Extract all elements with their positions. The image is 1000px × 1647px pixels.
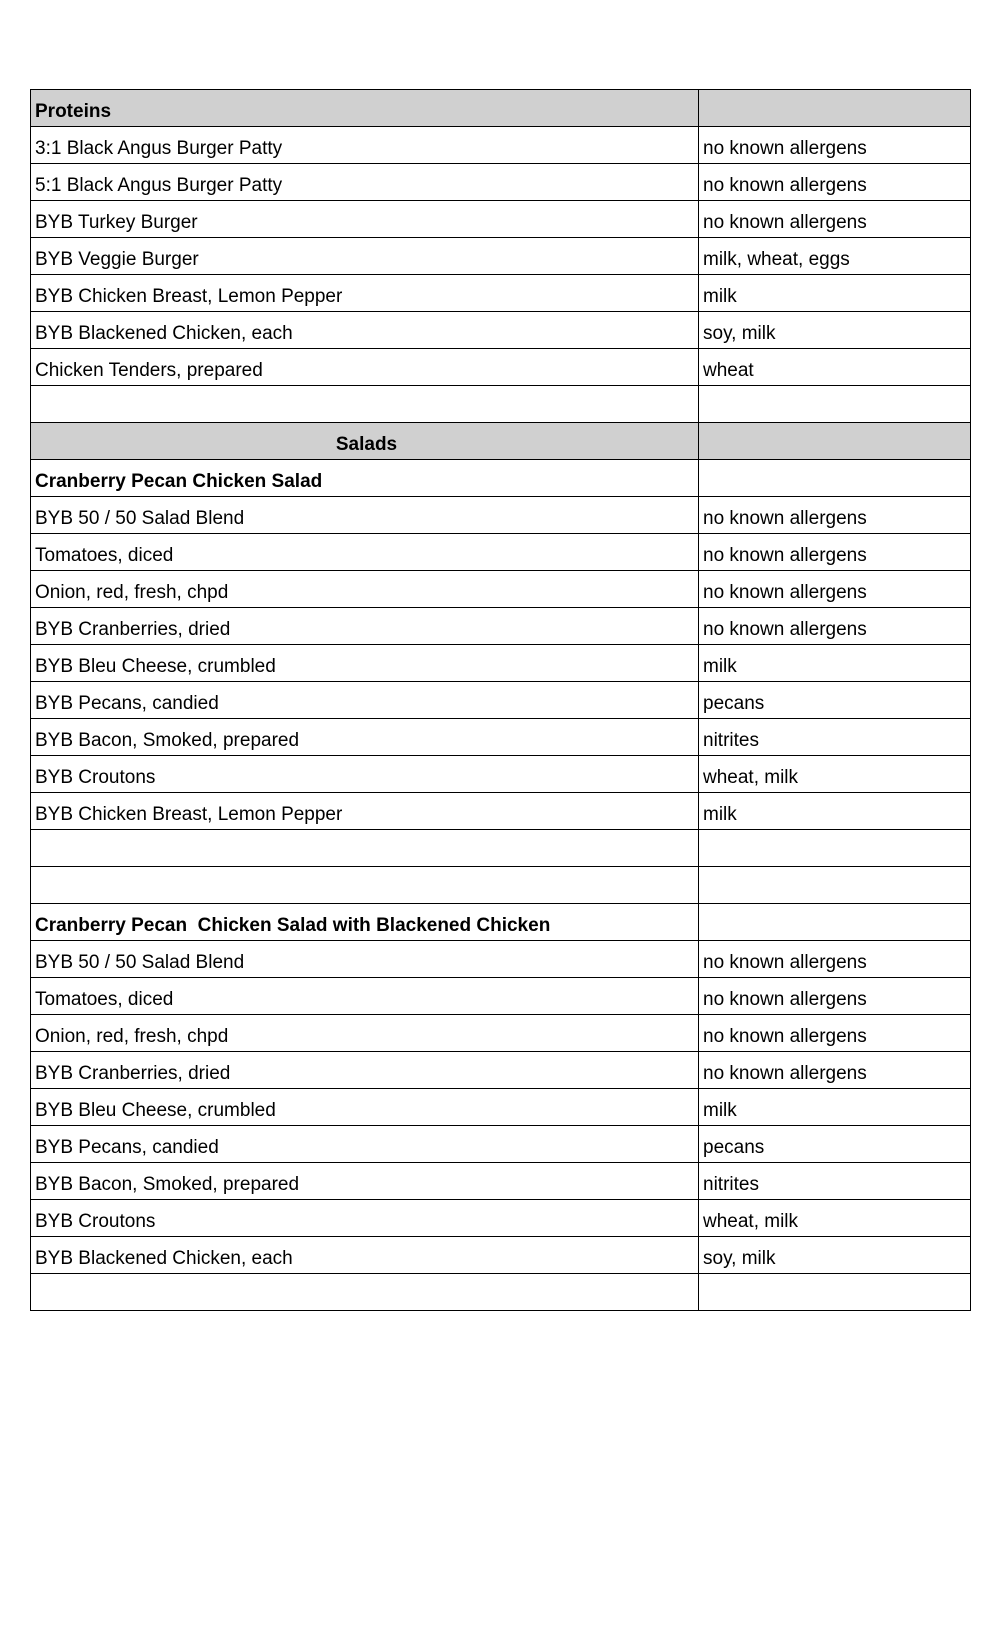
table-row bbox=[31, 719, 971, 756]
table-row bbox=[31, 164, 971, 201]
item-allergens: no known allergens bbox=[699, 941, 971, 978]
item-name: BYB Pecans, candied bbox=[31, 1126, 699, 1163]
item-allergens: milk bbox=[699, 1089, 971, 1126]
table-row bbox=[31, 1237, 971, 1274]
item-name: Onion, red, fresh, chpd bbox=[31, 571, 699, 608]
item-name: 3:1 Black Angus Burger Patty bbox=[31, 127, 699, 164]
table-row bbox=[31, 941, 971, 978]
item-allergens: wheat bbox=[699, 349, 971, 386]
section-title: Proteins bbox=[31, 90, 699, 127]
item-name: BYB Veggie Burger bbox=[31, 238, 699, 275]
table-row bbox=[31, 1200, 971, 1237]
table-row bbox=[31, 978, 971, 1015]
item-name: BYB 50 / 50 Salad Blend bbox=[31, 941, 699, 978]
section-title: Salads bbox=[31, 423, 699, 460]
empty-row bbox=[31, 1274, 971, 1311]
item-allergens: pecans bbox=[699, 1126, 971, 1163]
section-header-blank bbox=[699, 423, 971, 460]
item-name: BYB Cranberries, dried bbox=[31, 608, 699, 645]
item-allergens: nitrites bbox=[699, 1163, 971, 1200]
item-allergens: milk bbox=[699, 645, 971, 682]
item-name: BYB Croutons bbox=[31, 756, 699, 793]
item-allergens: milk, wheat, eggs bbox=[699, 238, 971, 275]
table-row bbox=[31, 571, 971, 608]
salad-title-row bbox=[31, 460, 971, 497]
table-row bbox=[31, 608, 971, 645]
table-row bbox=[31, 201, 971, 238]
empty-row bbox=[31, 867, 971, 904]
item-name: Onion, red, fresh, chpd bbox=[31, 1015, 699, 1052]
item-allergens: no known allergens bbox=[699, 571, 971, 608]
item-allergens: wheat, milk bbox=[699, 1200, 971, 1237]
empty-row bbox=[31, 386, 971, 423]
item-allergens: no known allergens bbox=[699, 608, 971, 645]
item-name: BYB Bacon, Smoked, prepared bbox=[31, 719, 699, 756]
table-row bbox=[31, 756, 971, 793]
table-row bbox=[31, 1126, 971, 1163]
section-header-blank bbox=[699, 90, 971, 127]
item-allergens: nitrites bbox=[699, 719, 971, 756]
item-name: BYB Pecans, candied bbox=[31, 682, 699, 719]
table-row bbox=[31, 793, 971, 830]
table-row bbox=[31, 275, 971, 312]
table-row bbox=[31, 1015, 971, 1052]
item-allergens: no known allergens bbox=[699, 201, 971, 238]
salad-title: Cranberry Pecan Chicken Salad bbox=[31, 460, 699, 497]
item-name: BYB Cranberries, dried bbox=[31, 1052, 699, 1089]
item-name: BYB Bacon, Smoked, prepared bbox=[31, 1163, 699, 1200]
item-name: BYB 50 / 50 Salad Blend bbox=[31, 497, 699, 534]
salad-title: Cranberry Pecan Chicken Salad with Blackened Chicken bbox=[31, 904, 699, 941]
item-allergens: soy, milk bbox=[699, 312, 971, 349]
item-name: Tomatoes, diced bbox=[31, 978, 699, 1015]
item-allergens: no known allergens bbox=[699, 534, 971, 571]
section-header-proteins bbox=[31, 90, 971, 127]
item-allergens: no known allergens bbox=[699, 978, 971, 1015]
item-name: BYB Blackened Chicken, each bbox=[31, 312, 699, 349]
item-allergens: wheat, milk bbox=[699, 756, 971, 793]
item-allergens: no known allergens bbox=[699, 127, 971, 164]
item-allergens: no known allergens bbox=[699, 1052, 971, 1089]
item-name: BYB Bleu Cheese, crumbled bbox=[31, 1089, 699, 1126]
table-row bbox=[31, 349, 971, 386]
item-allergens: no known allergens bbox=[699, 1015, 971, 1052]
table-row bbox=[31, 534, 971, 571]
item-name: 5:1 Black Angus Burger Patty bbox=[31, 164, 699, 201]
table-row bbox=[31, 645, 971, 682]
table-row bbox=[31, 238, 971, 275]
item-name: BYB Chicken Breast, Lemon Pepper bbox=[31, 275, 699, 312]
table-row bbox=[31, 1052, 971, 1089]
item-name: BYB Bleu Cheese, crumbled bbox=[31, 645, 699, 682]
item-name: Tomatoes, diced bbox=[31, 534, 699, 571]
item-name: BYB Blackened Chicken, each bbox=[31, 1237, 699, 1274]
table-row bbox=[31, 682, 971, 719]
table-row bbox=[31, 312, 971, 349]
item-name: BYB Turkey Burger bbox=[31, 201, 699, 238]
item-name: BYB Croutons bbox=[31, 1200, 699, 1237]
item-allergens: soy, milk bbox=[699, 1237, 971, 1274]
salad-title-row bbox=[31, 904, 971, 941]
table-row bbox=[31, 497, 971, 534]
item-allergens: no known allergens bbox=[699, 497, 971, 534]
table-row bbox=[31, 1163, 971, 1200]
item-allergens: milk bbox=[699, 793, 971, 830]
section-header-salads bbox=[31, 423, 971, 460]
item-allergens: no known allergens bbox=[699, 164, 971, 201]
item-name: Chicken Tenders, prepared bbox=[31, 349, 699, 386]
table-row bbox=[31, 1089, 971, 1126]
table-row bbox=[31, 127, 971, 164]
empty-row bbox=[31, 830, 971, 867]
item-name: BYB Chicken Breast, Lemon Pepper bbox=[31, 793, 699, 830]
allergen-table bbox=[30, 89, 971, 1311]
item-allergens: milk bbox=[699, 275, 971, 312]
item-allergens: pecans bbox=[699, 682, 971, 719]
